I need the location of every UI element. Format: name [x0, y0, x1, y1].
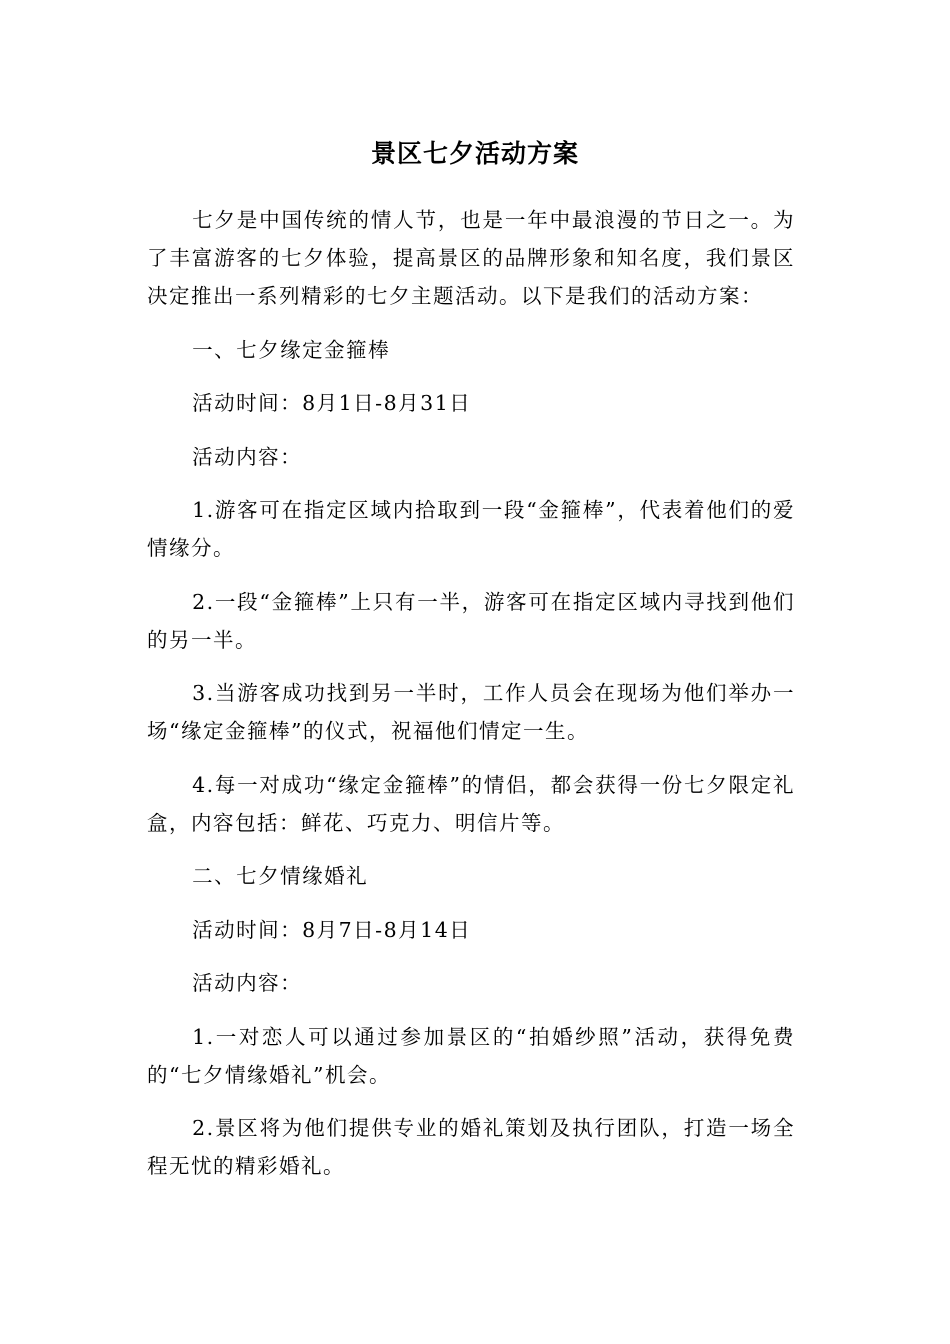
section-heading-2: 二、七夕情缘婚礼 — [192, 864, 369, 888]
activity-time-1: 活动时间：8月1日-8月31日 — [192, 391, 472, 415]
document-title: 景区七夕活动方案 — [370, 139, 579, 168]
section-heading-1: 一、七夕缘定金箍棒 — [192, 337, 391, 362]
paragraph-intro: 七夕是中国传统的情人节，也是一年中最浪漫的节日之一。为了丰富游客的七夕体验，提高景区的品牌形象和知名度，我们景区决定推出一系列精彩的七夕主题活动。以下是我们的活动方案： — [147, 208, 795, 308]
list-item-1-3: 3.当游客成功找到另一半时，工作人员会在现场为他们举办一场“缘定金箍棒”的仪式，祝福他们情定一生。 — [147, 681, 795, 743]
document-body — [147, 201, 795, 1201]
list-item-1-1: 1.游客可在指定区域内拾取到一段“金箍棒”，代表着他们的爱情缘分。 — [147, 498, 795, 560]
list-item-1-2: 2.一段“金箍棒”上只有一半，游客可在指定区域内寻找到他们的另一半。 — [147, 589, 795, 652]
list-item-2-1: 1.一对恋人可以通过参加景区的“拍婚纱照”活动，获得免费的“七夕情缘婚礼”机会。 — [147, 1024, 795, 1087]
list-item-1-4: 4.每一对成功“缘定金箍棒”的情侣，都会获得一份七夕限定礼盒，内容包括：鲜花、巧克力、明信片等。 — [147, 772, 795, 835]
activity-content-label-1: 活动内容： — [192, 444, 303, 469]
list-item-2-2: 2.景区将为他们提供专业的婚礼策划及执行团队，打造一场全程无忧的精彩婚礼。 — [147, 1116, 795, 1178]
activity-content-label-2: 活动内容： — [192, 971, 303, 995]
activity-time-2: 活动时间：8月7日-8月14日 — [192, 917, 472, 942]
